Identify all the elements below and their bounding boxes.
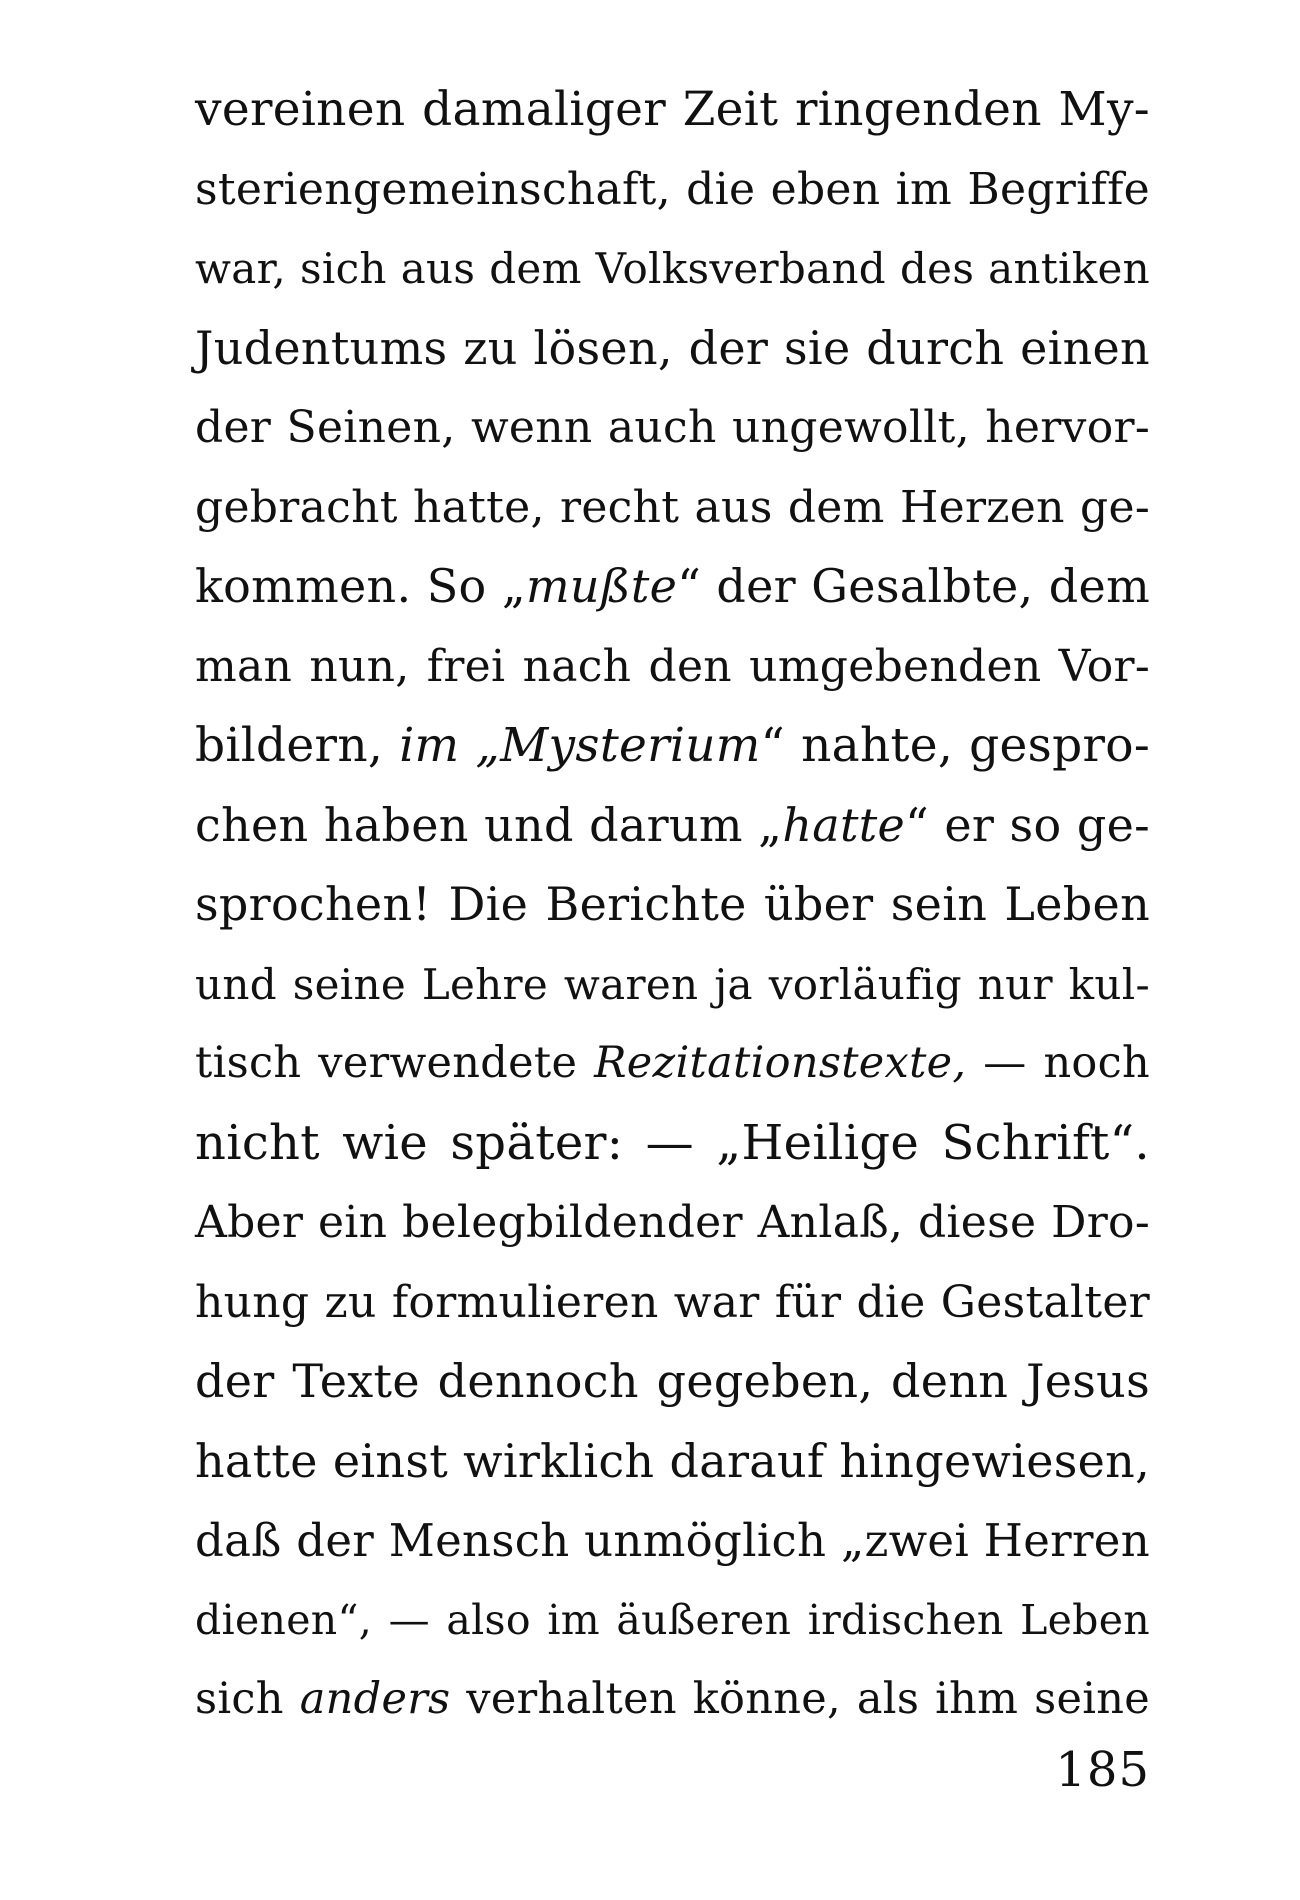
text-line (195, 309, 1150, 389)
text-line (195, 627, 1150, 707)
page-number: 185 (1055, 1742, 1150, 1798)
text-line (195, 706, 1150, 786)
text-segment: “ er so ge- (905, 797, 1150, 852)
text-segment: kommen. So „ (195, 559, 527, 613)
text-line (195, 468, 1150, 548)
text-segment: hatte einst wirklich darauf hingewiesen, (195, 1433, 1150, 1488)
text-segment: sprochen! Die Berichte über sein Leben (195, 877, 1150, 931)
body-text (195, 70, 1150, 1740)
text-line (195, 945, 1150, 1025)
text-line (195, 547, 1150, 627)
text-segment: Judentums zu lösen, der sie durch einen (195, 320, 1150, 375)
text-segment: bildern, (195, 718, 400, 773)
italic-segment: hatte (782, 797, 906, 852)
text-segment: sich (195, 1674, 300, 1724)
text-segment: vereinen damaliger Zeit ringenden My- (195, 82, 1150, 137)
text-segment: chen haben und darum „ (195, 797, 783, 852)
text-line (195, 1501, 1150, 1581)
text-line (195, 1183, 1150, 1263)
text-line (195, 865, 1150, 945)
text-line (195, 70, 1150, 150)
text-line (195, 1660, 1150, 1740)
text-line (195, 1024, 1150, 1104)
text-segment: dienen“, — also im äußeren irdischen Leben (195, 1595, 1150, 1644)
text-segment: nicht wie später: — „Heilige Schrift“. (195, 1114, 1150, 1171)
italic-segment: Rezitationstexte, (594, 1038, 967, 1088)
text-segment: daß der Mensch unmöglich „zwei Herren (195, 1514, 1150, 1567)
text-segment: der Texte dennoch gegeben, denn Jesus (195, 1354, 1150, 1408)
text-segment: man nun, frei nach den umgebenden Vor- (195, 640, 1150, 692)
text-segment: gebracht hatte, recht aus dem Herzen ge- (195, 481, 1150, 533)
italic-segment: im „Mysterium (399, 718, 761, 773)
italic-segment: mußte (526, 559, 678, 613)
text-line (195, 1342, 1150, 1422)
text-segment: hung zu formulieren war für die Gestalter (195, 1276, 1150, 1328)
text-segment: — noch (966, 1038, 1150, 1088)
text-line (195, 388, 1150, 468)
text-line (195, 150, 1150, 230)
text-line (195, 1581, 1150, 1661)
text-segment: der Seinen, wenn auch ungewollt, hervor- (195, 402, 1150, 453)
text-segment: “ nahte, gespro- (760, 718, 1150, 773)
text-segment: war, sich aus dem Volksverband des antiken (195, 244, 1150, 293)
text-segment: verhalten könne, als ihm seine (450, 1674, 1150, 1724)
italic-segment: anders (299, 1674, 451, 1724)
text-line (195, 229, 1150, 309)
text-segment: und seine Lehre waren ja vorläufig nur kul- (195, 959, 1150, 1009)
text-segment: “ der Gesalbte, dem (677, 559, 1150, 613)
text-line (195, 786, 1150, 866)
text-line (195, 1422, 1150, 1502)
text-segment: Aber ein belegbildender Anlaß, diese Dro- (195, 1197, 1150, 1248)
text-segment: tisch verwendete (195, 1038, 595, 1088)
text-segment: steriengemeinschaft, die eben im Begriffe (195, 163, 1150, 215)
text-line (195, 1263, 1150, 1343)
text-line (195, 1104, 1150, 1184)
